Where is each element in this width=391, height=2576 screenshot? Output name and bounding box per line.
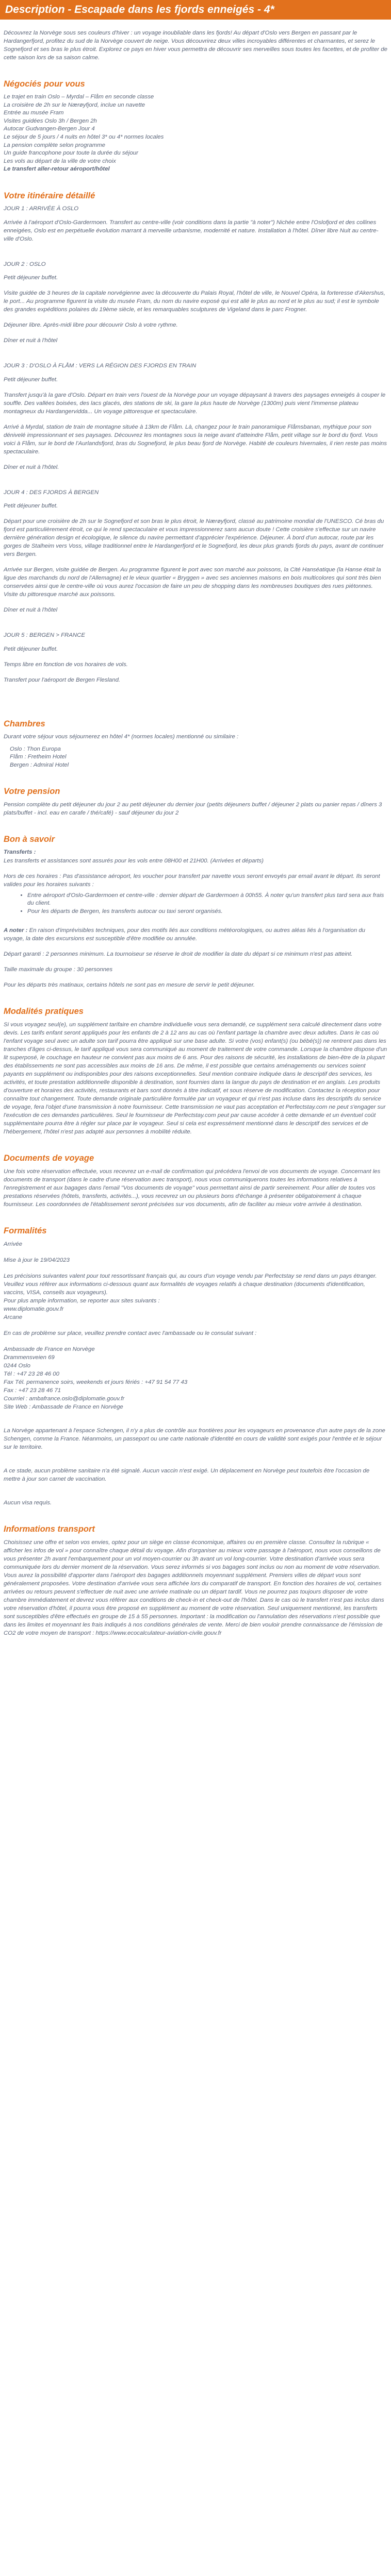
section-formalites	[4, 1226, 387, 1507]
heading-informations: Informations transport	[4, 1524, 95, 1534]
formalites-line: Veuillez vous référer aux informations ci-dessous quant aux formalités de voyages relatifs à chaque destination (documents d'identification, vaccins, VISA, conseils aux voyageurs).	[4, 1281, 365, 1296]
bon-bullets	[4, 892, 387, 916]
formalites-line	[4, 1483, 387, 1491]
formalites-line: Fax : +47 23 28 46 71	[4, 1387, 61, 1394]
day-paragraph: Arrivée à l'aéroport d'Oslo-Gardermoen. Transfert au centre-ville (voir conditions dans la partie "à noter") Nichée entre l'Oslofjord et des collines enneigées, Oslo est en perpétuelle évolution marrant à merveille urbanisme, modernité et nature. Installation à l'hôtel. Dîner libre Nuit au centre-ville d'Oslo.	[4, 219, 379, 242]
heading-documents: Documents de voyage	[4, 1153, 94, 1163]
day-paragraph: Dîner et nuit à l'hôtel	[4, 337, 58, 344]
section-pension	[4, 787, 387, 817]
itinerary-day	[4, 261, 387, 363]
transferts-label: Transferts :	[4, 849, 36, 856]
section-chambres	[4, 719, 387, 769]
section-documents	[4, 1154, 387, 1209]
day-title: JOUR 3 : D'OSLO À FLÅM : VERS LA RÉGION DES FJORDS EN TRAIN	[4, 363, 197, 369]
formalites-line: Pour plus ample information, se reporter aux sites suivants :	[4, 1297, 160, 1304]
list-item: Le trajet en train Oslo – Myrdal – Flåm en seconde classe	[4, 94, 154, 100]
pension-text: Pension complète du petit déjeuner du jour 2 au petit déjeuner du dernier jour (petits déjeuners buffet / déjeuner 2 plats ou panier repas / dîners 3 plats/buffet - incl. eau en carafe / thé/café) - sauf déjeuner du jour 2	[4, 802, 382, 817]
list-item: • Pour les départs de Bergen, les transferts autocar ou taxi seront organisés.	[27, 908, 387, 916]
formalites-line	[4, 1491, 387, 1499]
itinerary-day	[4, 489, 387, 632]
formalites-line: Arcane	[4, 1314, 23, 1320]
day-paragraph: Transfert pour l'aéroport de Bergen Flesland.	[4, 676, 121, 683]
modalites-text: Si vous voyagez seul(e), un supplément tarifaire en chambre individuelle vous sera demandé, ce supplément sera calculé directement dans votre devis. Les tarifs enfant seront appliqués pour les enfants de 2 à 12 ans au cas où l'enfant partage la chambre avec deux adultes. Dans le cas où l'enfant voyage seul avec un adulte son tarif pourra être appliqué sur une base adulte. Si votre (vos) enfant(s) (ou bébé(s)) ne rentrent pas dans les tranches d'âges ci-dessus, le tarif appliqué vous sera communiqué au moment de traitement de votre commande. Lorsque la chambre dispose d'un lit superposé, le couchage en hauteur ne convient pas aux moins de 6 ans. Pour des raisons de sécurité, les installations de bien-être de la plupart des établissements ne sont pas accessibles aux moins de 16 ans. De même, il est possible que certains aménagements ou services soient payants en supplément ou indisponibles pour des raisons exceptionnelles. Seul mention contraire indiquée dans le descriptif des services, les activités, et toute prestation additionnelle disponible à destination, sont fournies dans la langue du pays de destination et en anglais. Les produits d'ouverture et horaires des activités, restaurants et bars sont donnés à titre indicatif, et sous réserve de modification. Contactez la réception pour connaître tout changement. Toute demande originale particulière formulée par un voyageur et qui n'est pas incluse dans les descriptifs du service de voyage, fera l'objet d'une transmission à notre fournisseur. Cette transmission ne vaut pas acceptation et Perfectstay.com ne peut s'engager sur l'exécution de ces demandes particulières. Seul le fournisseur de Perfectstay.com peut par cause accéder à cette demande et un éventuel coût supplémentaire pourra être à régler sur place par le voyageur. Seul si cela est expressément mentionné dans le descriptif des services et de l'hébergement, l'hôtel n'est pas adapté aux personnes à mobilité réduite.	[4, 1021, 387, 1135]
noter-label: A noter :	[4, 927, 28, 934]
section-negocies	[4, 79, 387, 174]
heading-negocies: Négociés pour vous	[4, 79, 85, 89]
day-title: JOUR 2 : OSLO	[4, 261, 46, 267]
content	[0, 20, 391, 1637]
formalites-line	[4, 1419, 387, 1427]
heading-formalites: Formalités	[4, 1226, 47, 1235]
formalites-line	[4, 1264, 387, 1272]
formalites-line: A ce stade, aucun problème sanitaire n'a été signalé. Aucun vaccin n'est exigé. Un déplacement en Norvège peut toutefois être l'occasion de mettre à jour son carnet de vaccination.	[4, 1467, 370, 1482]
chambre-item: Bergen : Admiral Hotel	[10, 761, 69, 768]
formalites-line: En cas de problème sur place, veuillez prendre contact avec l'ambassade ou le consulat suivant :	[4, 1330, 257, 1336]
formalites-line	[4, 1459, 387, 1467]
day-paragraph: Arrivée sur Bergen, visite guidée de Bergen. Au programme figurent le port avec son marché aux poissons, la Cité Hanséatique (la Hanse était la ligue des marchands du nord de l'Allemagne) et le vieux quartier « Bryggen » avec ses anciennes maisons en bois multicolores qui sont très bien conservées ainsi que le centre-ville où vous aurez l'occasion de faire un peu de shopping dans les nombreuses boutiques des rues piétonnes. Visite du pittoresque marché aux poissons.	[4, 567, 381, 598]
formalites-line: Arrivée	[4, 1241, 23, 1247]
day-title: JOUR 4 : DES FJORDS À BERGEN	[4, 489, 99, 496]
bon-p1: Les transferts et assistances sont assurés pour les vols entre 08H00 et 21H00. (Arrivées et départs)	[4, 857, 264, 864]
itinerary-day	[4, 632, 387, 702]
list-item: Un guide francophone pour toute la durée du séjour	[4, 150, 138, 157]
day-paragraph: Visite guidée de 3 heures de la capitale norvégienne avec la découverte du Palais Royal, l'hôtel de ville, le Nouvel Opéra, la forteresse d'Akershus, le port... Au programme figurent la visite du musée Fram, du nom du navire exposé qui est allé le plus au nord et le plus au sud; il est le symbole des grandes expéditions polaires du 19ème siècle, et les remarquables sculptures de Vigeland dans le parc Frogner.	[4, 290, 385, 313]
list-item: • Entre aéroport d'Oslo-Gardermoen et centre-ville : dernier départ de Gardermoen à 00h55. À noter qu'un transfert plus tard sera aux frais du client.	[27, 892, 387, 908]
formalites-line: Site Web : Ambassade de France en Norvège	[4, 1403, 123, 1410]
formalites-line: Mise à jour le 19/04/2023	[4, 1257, 70, 1263]
heading-pension: Votre pension	[4, 787, 60, 796]
heading-bon: Bon à savoir	[4, 835, 55, 844]
list-item: Le séjour de 5 jours / 4 nuits en hôtel 3* ou 4* normes locales	[4, 133, 164, 140]
page-title: Description - Escapade dans les fjords enneigés - 4*	[0, 0, 391, 20]
day-paragraph: Temps libre en fonction de vos horaires de vols.	[4, 661, 128, 668]
formalites-line	[4, 1337, 387, 1345]
formalites-line	[4, 1451, 387, 1459]
formalites-line: Ambassade de France en Norvège	[4, 1346, 95, 1352]
day-title: JOUR 1 : ARRIVÉE À OSLO	[4, 205, 79, 212]
section-bon	[4, 835, 387, 989]
formalites-line: Aucun visa requis.	[4, 1499, 52, 1506]
list-item: La pension complète selon programme	[4, 142, 105, 148]
chambre-item: Oslo : Thon Europa	[10, 745, 61, 752]
formalites-line	[4, 1411, 387, 1419]
bon-p4: Taille maximale du groupe : 30 personnes	[4, 966, 113, 973]
formalites-line: Les précisions suivantes valent pour tout ressortissant français qui, au cours d'un voyage vendu par Perfectstay se rend dans un pays étranger.	[4, 1273, 377, 1279]
day-paragraph: Petit déjeuner buffet.	[4, 503, 58, 510]
intro-text: Découvrez la Norvège sous ses couleurs d'hiver : un voyage inoubliable dans les fjords! Au départ d'Oslo vers Bergen en passant par le Hardangerfjord, profitez du sud de la Norvège couvert de neige. Vous découvrirez deux villes incroyables différentes et charmantes, et serez le Sognefjord et ses bras le plus étroit. Explorez ce pays en hiver vous permettra de découvrir ses merveilles sous toutes les facettes, et de profiter de cette saison lors de sa saison calme.	[4, 30, 387, 61]
formalites-line: Courriel : ambafrance.oslo@diplomatie.gouv.fr	[4, 1395, 125, 1402]
formalites-line: Tél : +47 23 28 46 00	[4, 1370, 59, 1377]
list-item: Entrée au musée Fram	[4, 110, 64, 116]
chambre-item: Flåm : Fretheim Hotel	[10, 754, 67, 760]
day-paragraph: Dîner et nuit à l'hôtel	[4, 607, 58, 614]
day-paragraph: Déjeuner libre. Après-midi libre pour découvrir Oslo à votre rythme.	[4, 322, 178, 329]
bon-p3: Départ garanti : 2 personnes minimum. La tournoiseur se réserve le droit de modifier la date du départ si ce minimum n'est pas atteint.	[4, 951, 353, 957]
bon-noter	[4, 926, 387, 943]
list-item: Visites guidées Oslo 3h / Bergen 2h	[4, 117, 97, 124]
list-item: La croisière de 2h sur le Nærøyfjord, inclue un navette	[4, 101, 145, 108]
day-title: JOUR 5 : BERGEN > FRANCE	[4, 632, 85, 639]
list-item: Autocar Gudvangen-Bergen Jour 4	[4, 126, 95, 132]
day-paragraph: Petit déjeuner buffet.	[4, 275, 58, 281]
day-paragraph: Petit déjeuner buffet.	[4, 646, 58, 652]
bon-p2: Hors de ces horaires : Pas d'assistance aéroport, les voucher pour transfert par navette vous seront envoyés par email avant le départ. Ils seront valides pour les horaires suivants :	[4, 873, 380, 888]
heading-modalites: Modalités pratiques	[4, 1006, 84, 1016]
bon-p5: Pour les départs très matinaux, certains hôtels ne sont pas en mesure de servir le petit déjeuner.	[4, 981, 255, 988]
itinerary-day	[4, 205, 387, 261]
heading-itineraire: Votre itinéraire détaillé	[4, 191, 95, 200]
formalites-line	[4, 1321, 387, 1329]
documents-text: Une fois votre réservation effectuée, vous recevrez un e-mail de confirmation qui précédera l'envoi de vos documents de voyage. Concernant les documents de transport (dans le cadre d'une réservation avec transport), nous vous communiquerons toutes les informations relatives à l'enregistrement et aux bagages dans l'email "Vos documents de voyage" vous permettant ainsi de partir sereinement. Pour allier de toutes vos prestations réservées (hôtels, transferts, activités...), vous recevrez un ou plusieurs bons d'échange à présenter obligatoirement à chaque fournisseur. Les coordonnées de l'établissement seront précisées sur vos documents, afin de faciliter au mieux votre arrivée à destination.	[4, 1168, 381, 1208]
day-paragraph: Petit déjeuner buffet.	[4, 376, 58, 383]
section-itineraire	[4, 191, 387, 702]
formalites-line: www.diplomatie.gouv.fr	[4, 1306, 64, 1312]
informations-text: Choisissez une offre et selon vos envies, optez pour un siège en classe économique, affaires ou en première classe. Consultez la rubrique « afficher les infos de vol » pour connaître chaque détail du voyage. Afin d'organiser au mieux votre passage à l'aéroport, nous vous conseillons de vous présenter 2h avant l'embarquement pour un vol moyen-courrier ou 3h avant un vol long-courrier. Votre destination d'arrivée vous sera communiquée lors du dernier moment de la réservation. Vous serez informés si vos bagages sont inclus ou non au moment de votre réservation. Vous aurez la possibilité d'apporter dans l'aéroport des bagages additionnels moyennant supplément. Premiers villes de départ vous sont généralement proposées. Votre destination d'arrivée vous sera affichée lors du comparatif de transport. En fonction des horaires de vol, certaines arrivées ou retours peuvent s'effectuer de nuit avec une arrivée matinale ou un départ tardif. Vous ne pourrez pas toujours disposer de votre chambre immédiatement et devrez vous référer aux conditions de check-in et check-out de l'hôtel. Dans le cas où le transfert n'est pas inclus dans votre réservation d'hôtel, il pourra vous être proposé en supplément au moment de votre réservation. Seul uniquement mentionné, les transferts sont susceptibles d'être effectués en groupe de 15 à 55 personnes. Important : la modification ou l'annulation des réservations n'est possible que dans les limites et moyennant les frais indiqués à nos conditions générales de vente. Merci de bien vouloir prendre connaissance de l'émission de CO2 de votre moyen de transport : https://www.ecocalculateur-aviation-civile.gouv.fr	[4, 1539, 384, 1636]
chambres-intro: Durant votre séjour vous séjournerez en hôtel 4* (normes locales) mentionné ou similaire :	[4, 733, 239, 740]
formalites-line: Fax Tél. permanence soirs, weekends et jours fériés : +47 91 54 77 43	[4, 1379, 188, 1385]
noter-text: En raison d'imprévisibles techniques, pour des motifs liés aux conditions météorologiques, ou autres aléas liés à l'organisation du voyage, la date des excursions est susceptible d'être modifiée ou annulée.	[4, 927, 366, 942]
itinerary-day	[4, 362, 387, 489]
formalites-lines	[4, 1240, 387, 1507]
section-modalites	[4, 1007, 387, 1136]
heading-chambres: Chambres	[4, 719, 45, 728]
formalites-line: 0244 Oslo	[4, 1362, 30, 1369]
day-paragraph: Dîner et nuit à l'hôtel.	[4, 464, 59, 470]
day-paragraph: Transfert jusqu'à la gare d'Oslo. Départ en train vers l'ouest de la Norvège pour un voyage dépaysant à travers des paysages enneigés à couper le souffle. Des vallées boisées, des lacs glacés, des stations de ski, la gare la plus haute de Norvège (1300m) puis vient l'immense plateau montagneux du Hardangervidda... Un voyage pittoresque et spectaculaire.	[4, 392, 386, 415]
formalites-line: Drammensveien 69	[4, 1354, 55, 1361]
list-item: Le transfert aller-retour aéroport/hôtel	[4, 166, 110, 173]
negocies-list	[4, 93, 387, 174]
formalites-line	[4, 1248, 387, 1256]
list-item: Les vols au départ de la ville de votre choix	[4, 158, 116, 164]
itinerary-days	[4, 205, 387, 702]
day-paragraph: Départ pour une croisière de 2h sur le Sognefjord et son bras le plus étroit, le Nærøyfjord, classé au patrimoine mondial de l'UNESCO. Cé bras du fjord est particulièrement étroit, ce qui le rend spectaculaire et vous impressionnerez sans aucun doute ! Cette croisière s'effectue sur un navire dernière génération design et écologique, le silence du navire permettant d'apprécier l'expérience. Déjeuner. À bord d'un autocar, route par les gorges de Stalheim vers Voss, village traditionnel entre le Hardangerfjord et le Sognefjord, les deux plus grands fjords du pays, avant de continuer vers Bergen.	[4, 518, 384, 558]
formalites-line: La Norvège appartenant à l'espace Schengen, il n'y a plus de contrôle aux frontières pour les voyageurs en provenance d'un autre pays de la zone Schengen, comme la France. Néanmoins, un passeport ou une carte nationale d'identité en cours de validité sont exigés pour l'entrée et le séjour sur le territoire.	[4, 1427, 385, 1450]
day-paragraph: Arrivé à Myrdal, station de train de montagne située à 13km de Flåm. Là, changez pour le train panoramique Flåmsbanan, mythique pour son dénivelé impressionnant et ses paysages. Découvrez les montagnes sous la neige avant d'atteindre Flåm, petit village sur le bord du fjord. Vous voici à Flåm, sur le bord de l'Aurlandsfjord, bras du Sognefjord, le plus beau fjord de Norvège. Habité de couleurs hivernales, il rien reste pas moins spectaculaire.	[4, 423, 387, 455]
section-informations	[4, 1524, 387, 1637]
